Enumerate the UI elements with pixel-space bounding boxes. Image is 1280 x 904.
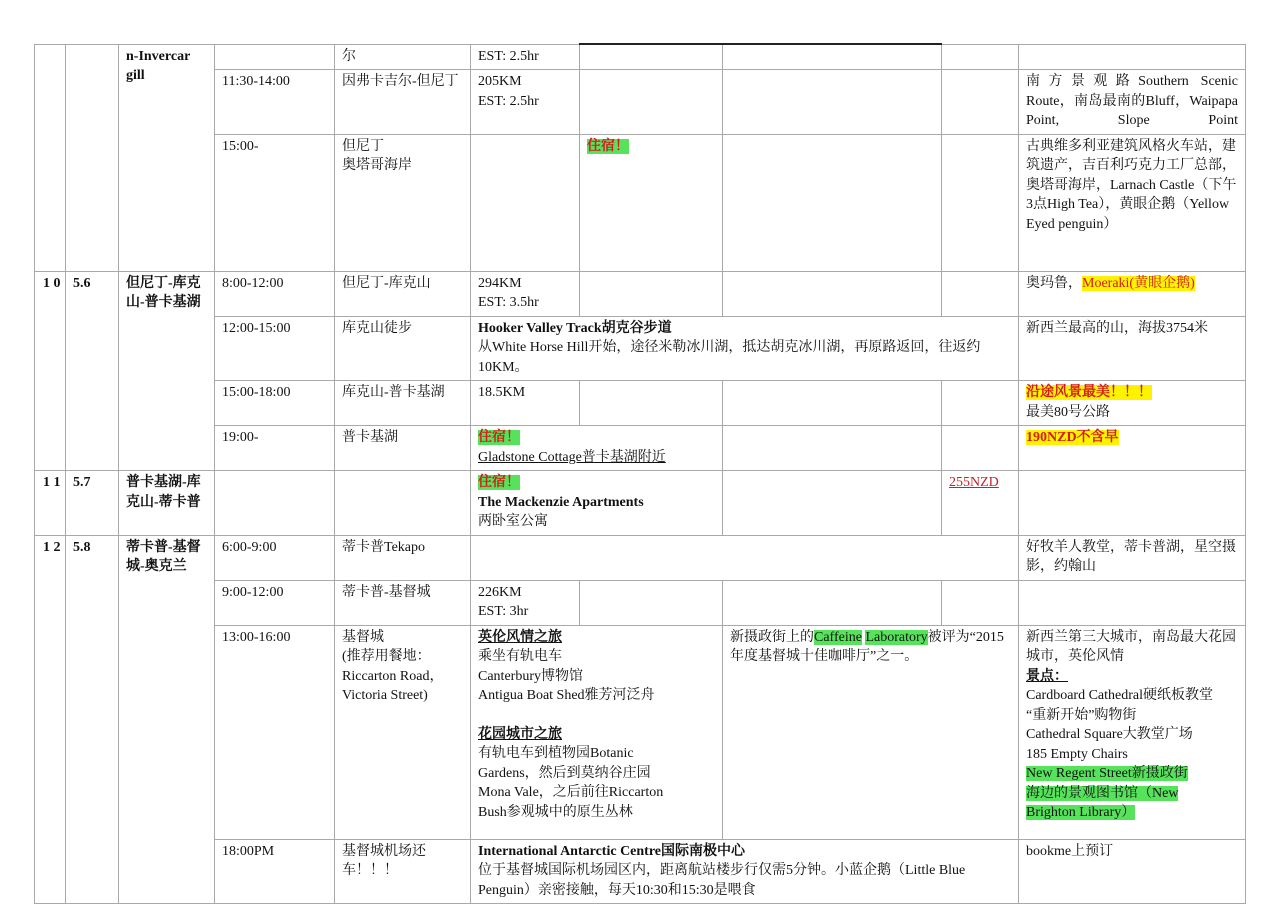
location: 因弗卡吉尔-但尼丁 — [342, 74, 459, 89]
tour-item: Bush参观城中的原生丛林 — [478, 804, 633, 820]
note: 新西兰最高的山，海拔3754米 — [1026, 320, 1208, 336]
location: 普卡基湖 — [342, 430, 398, 445]
sight-item: “重新开始”购物街 — [1026, 707, 1137, 723]
note-highlight: Moeraki(黄眼企鹅) — [1082, 275, 1195, 291]
distance: 205KM — [478, 74, 522, 89]
cafe-note: 被评为“2015年度基督城十佳咖啡厅”之一。 — [730, 629, 1004, 664]
tour-item: Gardens，然后到莫纳谷庄园 — [478, 765, 651, 781]
activity-title: Hooker Valley Track胡克谷步道 — [478, 320, 672, 336]
stay-badge: 住宿！ — [587, 138, 629, 154]
activity-desc: 从White Horse Hill开始，途径米勒冰川湖，抵达胡克冰川湖，再原路返回，往返约10KM。 — [478, 340, 981, 375]
location: 蒂卡普Tekapo — [342, 539, 426, 555]
location: 库克山-普卡基湖 — [342, 385, 445, 400]
dining-hint: (推荐用餐地： — [342, 649, 431, 664]
cafe-name: Laboratory — [865, 629, 928, 645]
stay-badge: 住宿！ — [478, 430, 520, 445]
distance: 226KM — [478, 584, 522, 600]
tour-item: Canterbury博物馆 — [478, 668, 583, 684]
sight-item: Cathedral Square大教堂广场 — [1026, 727, 1193, 742]
activity-title: International Antarctic Centre国际南极中心 — [478, 843, 746, 859]
tour-item: 乘坐有轨电车 — [478, 649, 562, 664]
sights-heading: 景点： — [1026, 668, 1068, 684]
time: 8:00-12:00 — [222, 275, 284, 291]
time: 11:30-14:00 — [222, 74, 290, 89]
day-places: 蒂卡普-基督城-奥克兰 — [126, 539, 201, 574]
table-row — [35, 426, 1246, 471]
location-sub: 奥塔哥海岸 — [342, 158, 412, 173]
time: 19:00- — [222, 430, 259, 445]
table-row — [35, 134, 1246, 271]
location: 但尼丁-库克山 — [342, 275, 431, 291]
time: 13:00-16:00 — [222, 629, 291, 645]
hotel-name: The Mackenzie Apartments — [478, 494, 644, 510]
distance: EST: 2.5hr — [478, 48, 539, 64]
note: 奥玛鲁， — [1026, 275, 1082, 291]
day-number: 1 0 — [43, 275, 61, 291]
itinerary-table — [34, 43, 1246, 904]
table-row — [35, 580, 1246, 625]
sight-highlight: 海边的景观图书馆（New — [1026, 785, 1179, 801]
table-row — [35, 839, 1246, 904]
duration: EST: 3hr — [478, 604, 529, 619]
sight-item: 185 Empty Chairs — [1026, 746, 1128, 762]
table-row — [35, 535, 1246, 580]
date: 5.7 — [73, 475, 91, 490]
location: 蒂卡普-基督城 — [342, 584, 431, 600]
date: 5.8 — [73, 539, 91, 555]
activity-desc: 位于基督城国际机场园区内，距离航站楼步行仅需5分钟。小蓝企鹅（Little Blue Penguin）亲密接触，每天10:30和15:30是喂食 — [478, 863, 966, 898]
table-row — [35, 44, 1246, 70]
table-row — [35, 316, 1246, 381]
location: 但尼丁 — [342, 138, 384, 154]
location: 基督城机场还车！！！ — [342, 843, 426, 878]
table-row — [35, 381, 1246, 426]
tour-title: 花园城市之旅 — [478, 726, 562, 742]
room-type: 两卧室公寓 — [478, 514, 548, 529]
table-row — [35, 471, 1246, 536]
table-row — [35, 70, 1246, 135]
time: 12:00-15:00 — [222, 320, 291, 336]
table-row — [35, 625, 1246, 839]
table-row — [35, 271, 1246, 316]
price-note: 190NZD不含早 — [1026, 430, 1119, 445]
sight-item: Cardboard Cathedral硬纸板教堂 — [1026, 688, 1214, 703]
note: bookme上预订 — [1026, 843, 1114, 859]
time: 15:00-18:00 — [222, 385, 291, 400]
day-number: 1 2 — [43, 539, 61, 555]
date: 5.6 — [73, 275, 91, 291]
time: 18:00PM — [222, 843, 275, 859]
hotel-name: Gladstone Cottage普卡基湖附近 — [478, 449, 666, 465]
day-places: n-Invercar gill — [126, 48, 191, 83]
day-number: 1 1 — [43, 475, 61, 490]
note: 好牧羊人教堂，蒂卡普湖，星空摄影，约翰山 — [1026, 539, 1236, 574]
note: 古典维多利亚建筑风格火车站，建筑遗产，吉百利巧克力工厂总部，奥塔哥海岸，Larnach Castle（下午3点High Tea），黄眼企鹅（Yellow Eyed penguin） — [1026, 138, 1237, 232]
tour-item: Mona Vale，之后前往Riccarton — [478, 785, 664, 800]
distance: 18.5KM — [478, 385, 526, 400]
tour-item: 有轨电车到植物园Botanic — [478, 746, 634, 761]
dining-road: Riccarton Road， — [342, 668, 444, 684]
distance: 294KM — [478, 275, 522, 291]
note-highlight: 沿途风景最美！！！ — [1026, 385, 1152, 400]
dining-street: Victoria Street) — [342, 688, 428, 703]
time: 9:00-12:00 — [222, 584, 284, 600]
note: 新西兰第三大城市，南岛最大花园城市，英伦风情 — [1026, 629, 1236, 664]
time: 15:00- — [222, 138, 259, 154]
cafe-name: Caffeine — [814, 629, 862, 645]
duration: EST: 3.5hr — [478, 295, 539, 310]
sight-highlight: Brighton Library） — [1026, 805, 1136, 820]
note: 最美80号公路 — [1026, 404, 1110, 420]
tour-title: 英伦风情之旅 — [478, 629, 562, 645]
location: 基督城 — [342, 629, 384, 645]
note: 南方景观路Southern Scenic Route，南岛最南的Bluff，Waipapa Point, Slope Point — [1026, 74, 1238, 128]
day-places: 普卡基湖-库克山-蒂卡普 — [126, 475, 201, 510]
day-places: 但尼丁-库克山-普卡基湖 — [126, 275, 201, 310]
location: 库克山徒步 — [342, 320, 412, 336]
duration: EST: 2.5hr — [478, 93, 539, 109]
tour-item: Antigua Boat Shed雅芳河泛舟 — [478, 688, 655, 703]
stay-badge: 住宿！ — [478, 475, 520, 490]
sight-highlight: New Regent Street新摄政街 — [1026, 766, 1188, 781]
location: 尔 — [342, 48, 356, 64]
price-link[interactable]: 255NZD — [949, 475, 999, 490]
time: 6:00-9:00 — [222, 539, 277, 555]
cafe-note: 新摄政街上的 — [730, 629, 814, 645]
